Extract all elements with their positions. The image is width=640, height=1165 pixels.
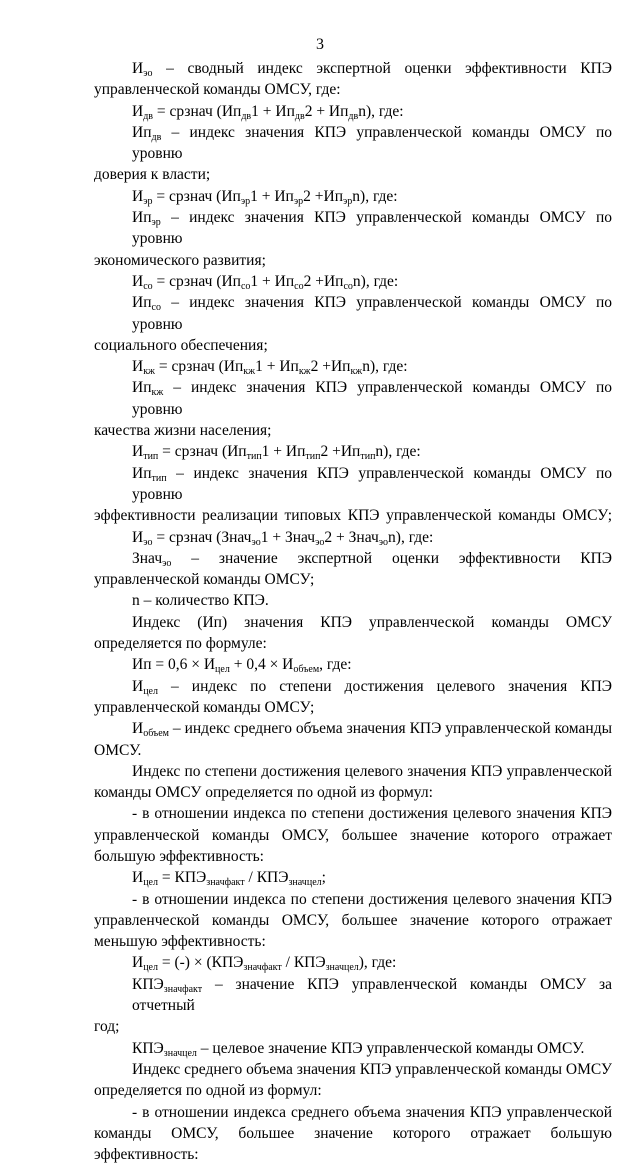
subscript: со bbox=[240, 280, 251, 292]
text-line bbox=[94, 931, 612, 952]
text-segment: управленческой команды ОМСУ, где: bbox=[94, 81, 341, 99]
text-line bbox=[94, 633, 612, 654]
text-segment: Индекс среднего объема значения КПЭ управленческой команды ОМСУ bbox=[132, 1060, 612, 1078]
text-segment: = КПЭ bbox=[157, 869, 207, 887]
text-segment: - в отношении индекса по степени достижения целевого значения КПЭ bbox=[132, 805, 612, 823]
text-line bbox=[94, 463, 612, 506]
text-segment: 1 + Ип bbox=[250, 272, 295, 290]
subscript: кж bbox=[143, 366, 155, 378]
text-segment: ), где: bbox=[358, 954, 397, 972]
text-line bbox=[94, 1144, 612, 1165]
text-segment: год; bbox=[94, 1018, 120, 1036]
text-segment: И bbox=[132, 272, 144, 290]
subscript: объем bbox=[143, 728, 169, 740]
subscript: эо bbox=[378, 536, 389, 548]
text-segment: Ип bbox=[132, 464, 152, 482]
subscript: эр bbox=[240, 195, 251, 207]
text-segment: 2 +Ип bbox=[303, 272, 344, 290]
text-segment: ОМСУ. bbox=[94, 741, 142, 759]
subscript: дв bbox=[151, 131, 162, 143]
text-segment: – индекс по степени достижения целевого значения КПЭ bbox=[157, 677, 612, 695]
subscript: дв bbox=[241, 110, 252, 122]
text-segment: экономического развития; bbox=[94, 251, 266, 269]
text-segment: = срзнач (Ип bbox=[152, 272, 241, 290]
text-segment: – индекс значения КПЭ управленческой команды ОМСУ по уровню bbox=[132, 123, 612, 163]
text-segment: 1 + Ип bbox=[255, 358, 299, 376]
text-segment: n), где: bbox=[388, 528, 434, 546]
text-segment: социального обеспечения; bbox=[94, 336, 268, 354]
text-segment: большую эффективность: bbox=[94, 847, 264, 865]
text-segment: эффективности реализации типовых КПЭ управленческой команды ОМСУ; bbox=[94, 507, 612, 525]
text-line bbox=[94, 79, 612, 100]
text-segment: И bbox=[132, 443, 144, 461]
subscript: эо bbox=[315, 536, 325, 548]
subscript: со bbox=[343, 280, 353, 292]
text-segment: команды ОМСУ, большее значение которого отражает большую bbox=[94, 1124, 612, 1142]
text-segment: ; bbox=[321, 869, 326, 887]
text-segment: n), где: bbox=[352, 187, 398, 205]
text-line bbox=[94, 889, 612, 910]
subscript: кж bbox=[350, 366, 363, 378]
text-segment: И bbox=[132, 60, 144, 77]
text-segment: эффективность: bbox=[94, 1146, 199, 1164]
text-segment: управленческой команды ОМСУ, большее значение которого отражает bbox=[94, 911, 612, 929]
text-line bbox=[94, 527, 612, 548]
text-segment: – индекс значения КПЭ управленческой команды ОМСУ по уровню bbox=[132, 379, 612, 418]
text-segment: – индекс значения КПЭ управленческой команды ОМСУ по уровню bbox=[132, 294, 612, 333]
subscript: цел bbox=[215, 664, 230, 676]
text-line bbox=[94, 654, 612, 675]
text-segment: Ип bbox=[132, 379, 152, 397]
subscript: со bbox=[143, 280, 153, 292]
text-segment: И bbox=[132, 358, 144, 376]
subscript: кж bbox=[298, 366, 311, 378]
subscript: значфакт bbox=[243, 962, 282, 974]
text-line bbox=[94, 952, 612, 973]
text-line bbox=[94, 101, 612, 122]
text-line bbox=[94, 271, 612, 292]
subscript: тип bbox=[143, 451, 159, 463]
text-segment: 2 +Ип bbox=[310, 358, 351, 376]
text-line bbox=[94, 1016, 612, 1037]
text-line bbox=[94, 1102, 612, 1123]
text-segment: 1 + Ип bbox=[261, 443, 306, 461]
text-segment: Индекс по степени достижения целевого значения КПЭ управленческой bbox=[132, 762, 612, 780]
text-segment: = срзнач (Ип bbox=[154, 358, 244, 376]
text-segment: И bbox=[132, 720, 144, 738]
subscript: со bbox=[151, 302, 161, 314]
text-segment: определяется по одной из формул: bbox=[94, 1082, 322, 1100]
text-segment: качества жизни населения; bbox=[94, 422, 272, 440]
subscript: эр bbox=[343, 195, 353, 207]
text-segment: – значение КПЭ управленческой команды ОМСУ за отчетный bbox=[132, 975, 612, 1015]
text-line bbox=[94, 697, 612, 718]
subscript: значцел bbox=[163, 1047, 197, 1059]
text-segment: доверия к власти; bbox=[94, 166, 211, 184]
text-segment: – индекс среднего объема значения КПЭ управленческой команды bbox=[168, 720, 612, 738]
subscript: дв bbox=[294, 110, 305, 122]
text-segment: 2 + Знач bbox=[324, 528, 379, 546]
text-line bbox=[94, 974, 612, 1017]
text-line bbox=[94, 420, 612, 441]
text-segment: Ип = 0,6 × И bbox=[132, 656, 216, 674]
subscript: дв bbox=[143, 110, 154, 122]
subscript: эр bbox=[293, 195, 304, 207]
text-line bbox=[94, 1123, 612, 1144]
text-segment: Индекс (Ип) значения КПЭ управленческой команды ОМСУ bbox=[132, 613, 612, 631]
text-segment: n), где: bbox=[358, 102, 404, 120]
text-line bbox=[94, 761, 612, 782]
text-segment: – индекс значения КПЭ управленческой команды ОМСУ по уровню bbox=[132, 209, 612, 248]
text-segment: меньшую эффективность: bbox=[94, 933, 266, 951]
text-line bbox=[94, 782, 612, 803]
text-segment: = срзнач (Ип bbox=[153, 102, 242, 120]
text-segment: 2 +Ип bbox=[320, 443, 361, 461]
text-line bbox=[94, 846, 612, 867]
text-segment: КПЭ bbox=[132, 1039, 164, 1057]
text-segment: = (-) × (КПЭ bbox=[157, 954, 244, 972]
text-line bbox=[94, 569, 612, 590]
text-segment: И bbox=[132, 954, 144, 972]
text-segment: И bbox=[132, 528, 144, 546]
text-segment: команды ОМСУ определяется по одной из формул: bbox=[94, 784, 433, 802]
text-line bbox=[94, 718, 612, 739]
text-segment: 2 + Ип bbox=[304, 102, 349, 120]
text-segment: n), где: bbox=[362, 358, 408, 376]
subscript: эр bbox=[151, 217, 161, 229]
text-line bbox=[94, 505, 612, 526]
text-segment: Знач bbox=[132, 549, 163, 567]
text-line bbox=[94, 1038, 612, 1059]
text-segment: 1 + Ип bbox=[250, 187, 294, 205]
text-line bbox=[94, 825, 612, 846]
text-segment: И bbox=[132, 187, 144, 205]
text-line bbox=[94, 1080, 612, 1101]
text-line bbox=[94, 292, 612, 335]
text-line bbox=[94, 590, 612, 611]
subscript: цел bbox=[143, 962, 158, 974]
text-segment: - в отношении индекса среднего объема значения КПЭ управленческой bbox=[132, 1103, 612, 1121]
subscript: эо bbox=[162, 557, 172, 569]
subscript: значфакт bbox=[163, 983, 203, 995]
text-segment: = срзнач (Ип bbox=[152, 187, 241, 205]
subscript: значцел bbox=[288, 877, 322, 889]
subscript: объем bbox=[293, 664, 320, 676]
text-segment: КПЭ bbox=[132, 975, 164, 993]
text-segment: , где: bbox=[319, 656, 352, 674]
subscript: эо bbox=[143, 536, 153, 548]
subscript: тип bbox=[246, 451, 262, 463]
text-segment: – сводный индекс экспертной оценки эффективности КПЭ bbox=[152, 60, 612, 77]
text-segment: 1 + Знач bbox=[260, 528, 316, 546]
text-segment: Ип bbox=[132, 209, 152, 227]
text-line bbox=[94, 164, 612, 185]
text-line bbox=[94, 867, 612, 888]
subscript: со bbox=[294, 280, 304, 292]
text-segment: управленческой команды ОМСУ; bbox=[94, 698, 315, 716]
subscript: эо bbox=[251, 536, 261, 548]
subscript: кж bbox=[151, 387, 164, 399]
text-line bbox=[94, 58, 612, 79]
text-line bbox=[94, 803, 612, 824]
text-segment: / КПЭ bbox=[281, 954, 326, 972]
text-segment: n – количество КПЭ. bbox=[132, 592, 269, 610]
text-segment: 2 +Ип bbox=[303, 187, 343, 205]
text-line bbox=[94, 548, 612, 569]
text-segment: И bbox=[132, 102, 144, 120]
text-line bbox=[94, 207, 612, 250]
subscript: тип bbox=[360, 451, 376, 463]
text-line bbox=[94, 1059, 612, 1080]
text-line bbox=[94, 612, 612, 633]
text-line bbox=[94, 740, 612, 761]
text-line bbox=[94, 186, 612, 207]
subscript: значцел bbox=[325, 962, 359, 974]
text-segment: – значение экспертной оценки эффективности КПЭ bbox=[171, 549, 612, 567]
subscript: тип bbox=[151, 472, 167, 484]
text-line bbox=[94, 377, 612, 420]
subscript: эо bbox=[143, 68, 153, 79]
subscript: тип bbox=[305, 451, 321, 463]
text-segment: управленческой команды ОМСУ, большее значение которого отражает bbox=[94, 826, 612, 844]
text-line bbox=[94, 910, 612, 931]
text-segment: И bbox=[132, 869, 144, 887]
subscript: эр bbox=[143, 195, 153, 207]
subscript: значфакт bbox=[206, 877, 245, 889]
text-segment: n), где: bbox=[375, 443, 421, 461]
text-segment: – целевое значение КПЭ управленческой команды ОМСУ. bbox=[196, 1039, 585, 1057]
text-line bbox=[94, 335, 612, 356]
text-segment: + 0,4 × И bbox=[229, 656, 294, 674]
subscript: дв bbox=[348, 110, 359, 122]
text-segment: определяется по формуле: bbox=[94, 635, 267, 653]
text-segment: Ип bbox=[132, 123, 152, 141]
document-body bbox=[94, 58, 612, 1165]
text-segment: - в отношении индекса по степени достижения целевого значения КПЭ bbox=[132, 890, 612, 908]
page-number: 3 bbox=[316, 36, 324, 53]
text-line bbox=[94, 441, 612, 462]
text-segment: = срзнач (Ип bbox=[158, 443, 247, 461]
text-segment: – индекс значения КПЭ управленческой команды ОМСУ по уровню bbox=[132, 464, 612, 503]
text-segment: управленческой команды ОМСУ; bbox=[94, 571, 315, 589]
subscript: цел bbox=[143, 877, 158, 889]
text-segment: = срзнач (Знач bbox=[152, 528, 252, 546]
text-segment: Ип bbox=[132, 294, 152, 312]
text-segment: 1 + Ип bbox=[251, 102, 295, 120]
text-line bbox=[94, 122, 612, 165]
subscript: кж bbox=[243, 366, 256, 378]
text-line bbox=[94, 356, 612, 377]
text-segment: n), где: bbox=[352, 272, 399, 290]
text-segment: И bbox=[132, 677, 144, 695]
subscript: цел bbox=[143, 685, 158, 697]
text-line bbox=[94, 676, 612, 697]
text-segment: / КПЭ bbox=[244, 869, 289, 887]
text-line bbox=[94, 250, 612, 271]
